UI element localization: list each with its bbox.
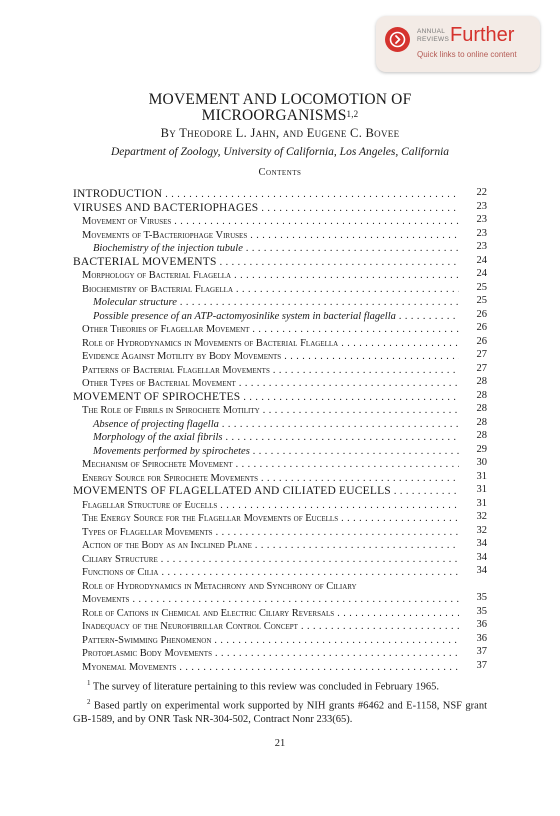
toc-entry-page: 24: [476, 268, 487, 279]
toc-entry-label: Evidence Against Motility by Body Movements: [82, 351, 282, 362]
toc-entry-label: Ciliary Structure: [82, 553, 158, 565]
footnote-2: [73, 695, 487, 728]
toc-entry-page: 35: [476, 605, 487, 617]
toc-entry[interactable]: [73, 335, 487, 349]
toc-entry-page: 25: [476, 295, 487, 306]
toc-entry[interactable]: [73, 659, 487, 673]
toc-entry-label: Energy Source for Spirochete Movements: [82, 472, 258, 484]
toc-entry-label: Morphology of the axial fibrils: [93, 432, 223, 443]
further-logo-icon: [385, 27, 410, 52]
further-badge[interactable]: [376, 16, 540, 72]
toc-entry[interactable]: [73, 429, 487, 443]
toc-entry[interactable]: [73, 227, 487, 241]
toc-entry-page: 27: [476, 362, 487, 374]
toc-entry[interactable]: [73, 632, 487, 646]
title-line-2: [0, 108, 560, 124]
toc-entry-page: 34: [476, 551, 487, 563]
toc-entry[interactable]: [73, 402, 487, 416]
toc-entry[interactable]: [73, 348, 487, 362]
toc-entry-label: VIRUSES AND BACTERIOPHAGES: [73, 201, 259, 214]
toc-entry[interactable]: [73, 321, 487, 335]
toc-entry[interactable]: [73, 470, 487, 484]
footnotes: [73, 676, 487, 727]
table-of-contents: [73, 186, 487, 672]
toc-entry[interactable]: [73, 200, 487, 214]
toc-entry[interactable]: [73, 308, 487, 322]
toc-entry[interactable]: [73, 537, 487, 551]
toc-entry[interactable]: [73, 578, 487, 592]
toc-entry-page: 34: [476, 538, 487, 549]
toc-entry-page: 32: [476, 524, 487, 536]
toc-entry-page: 37: [476, 659, 487, 671]
badge-reviews-text: REVIEWS: [417, 35, 450, 43]
toc-entry-label: Mechanism of Spirochete Movement: [82, 459, 233, 470]
toc-entry-page: 36: [476, 619, 487, 630]
toc-entry-label: Morphology of Bacterial Flagella: [82, 270, 232, 281]
toc-entry[interactable]: [73, 281, 487, 295]
contents-heading: Contents: [258, 167, 302, 178]
toc-entry-label: Types of Flagellar Movements: [82, 526, 213, 538]
toc-entry-page: 31: [476, 497, 487, 509]
toc-entry[interactable]: [73, 618, 487, 632]
toc-entry-page: 24: [476, 254, 487, 266]
toc-entry-page: 26: [476, 335, 487, 347]
toc-entry-page: 28: [476, 389, 487, 401]
toc-entry-label: Role of Cations in Chemical and Electric Ciliary Reversals: [82, 607, 335, 619]
toc-entry-page: 31: [476, 484, 487, 495]
toc-entry-page: 22: [476, 187, 487, 198]
title-line-1: MOVEMENT AND LOCOMOTION OF: [148, 91, 412, 108]
toc-entry-page: 25: [476, 281, 487, 293]
toc-entry[interactable]: [73, 254, 487, 268]
toc-entry-label: MOVEMENTS OF FLAGELLATED AND CILIATED EUCELLS: [73, 485, 391, 497]
toc-entry[interactable]: [73, 240, 487, 254]
toc-entry-label: Patterns of Bacterial Flagellar Movements: [82, 364, 270, 376]
toc-entry-label: Action of the Body as an Inclined Plane: [82, 540, 252, 551]
toc-entry-label: Functions of Cilia: [82, 567, 159, 578]
toc-entry[interactable]: [73, 443, 487, 457]
toc-entry-label: Movements performed by spirochetes: [93, 445, 250, 457]
toc-entry-label: Movement of Viruses: [82, 216, 172, 227]
badge-annual-text: ANNUAL: [417, 28, 446, 35]
toc-entry-label: INTRODUCTION: [73, 188, 163, 200]
toc-entry-label: MOVEMENT OF SPIROCHETES: [73, 390, 241, 403]
toc-entry[interactable]: [73, 591, 487, 605]
toc-entry-page: 28: [476, 416, 487, 428]
title-line-2-text: MICROORGANISMS: [201, 107, 347, 124]
toc-entry-label: Role of Hydrodynamics in Metachrony and Synchrony of Ciliary: [82, 580, 357, 592]
toc-entry-page: 32: [476, 511, 487, 522]
toc-entry-page: 23: [476, 200, 487, 212]
toc-entry-label: Other Types of Bacterial Movement: [82, 378, 236, 389]
toc-entry-label: Other Theories of Flagellar Movement: [82, 324, 250, 335]
toc-entry-page: 23: [476, 227, 487, 239]
toc-entry-page: 23: [476, 241, 487, 252]
toc-entry-page: 26: [476, 308, 487, 320]
toc-entry-page: 28: [476, 376, 487, 387]
toc-entry[interactable]: [73, 483, 487, 497]
toc-entry-label: Myonemal Movements: [82, 661, 177, 673]
page-number: 21: [274, 738, 286, 749]
toc-entry[interactable]: [73, 375, 487, 389]
toc-entry-label: Absence of projecting flagella: [93, 418, 219, 430]
badge-further-text: Further: [450, 24, 515, 46]
badge-quick-links-text: Quick links to online content: [417, 50, 517, 59]
toc-entry-page: 37: [476, 646, 487, 657]
toc-entry-page: 28: [476, 403, 487, 414]
toc-entry[interactable]: [73, 294, 487, 308]
toc-entry-label: BACTERIAL MOVEMENTS: [73, 255, 217, 268]
toc-entry[interactable]: [73, 213, 487, 227]
toc-entry[interactable]: [73, 524, 487, 538]
toc-entry-label: Molecular structure: [93, 297, 177, 308]
toc-entry[interactable]: [73, 510, 487, 524]
toc-entry-page: 31: [476, 470, 487, 482]
toc-leader: [73, 659, 459, 675]
toc-entry-label: The Energy Source for the Flagellar Movements of Eucells: [82, 513, 339, 524]
toc-entry[interactable]: [73, 389, 487, 403]
toc-entry-label: The Role of Fibrils in Spirochete Motility: [82, 405, 260, 416]
toc-entry-page: 29: [476, 443, 487, 455]
toc-entry[interactable]: [73, 456, 487, 470]
footnote-1-text: The survey of literature pertaining to this review was concluded in February 1965.: [90, 681, 440, 693]
badge-publisher: [417, 28, 450, 43]
toc-entry[interactable]: [73, 186, 487, 200]
toc-entry[interactable]: [73, 362, 487, 376]
toc-entry-page: 28: [476, 430, 487, 441]
toc-entry-page: 26: [476, 322, 487, 333]
footnote-1-mark: 1: [87, 679, 91, 687]
toc-entry-page: 34: [476, 565, 487, 576]
toc-entry-label: Protoplasmic Body Movements: [82, 648, 212, 659]
toc-entry-label: Inadequacy of the Neurofibrillar Control Concept: [82, 621, 298, 632]
toc-entry[interactable]: [73, 564, 487, 578]
toc-entry-label: Movements of T-Bacteriophage Viruses: [82, 229, 248, 241]
toc-entry[interactable]: [73, 267, 487, 281]
toc-entry-label: Biochemistry of Bacterial Flagella: [82, 283, 233, 295]
toc-entry-label: Role of Hydrodynamics in Movements of Bacterial Flagella: [82, 337, 339, 349]
toc-entry-page: 27: [476, 349, 487, 360]
toc-entry-label: Movements: [82, 594, 130, 605]
toc-entry-page: 35: [476, 592, 487, 603]
toc-entry-page: 36: [476, 632, 487, 644]
toc-entry[interactable]: [73, 497, 487, 511]
footnote-1: [73, 676, 487, 695]
toc-entry-label: Pattern-Swimming Phenomenon: [82, 634, 212, 646]
toc-entry-label: Possible presence of an ATP-actomyosinlike system in bacterial flagella: [93, 310, 396, 322]
toc-entry[interactable]: [73, 551, 487, 565]
footnote-2-text: Based partly on experimental work supported by NIH grants #6462 and E-1158, NSF grant GB-1589, and by ONR Task NR-304-502, Contract Nonr 233(65).: [73, 700, 487, 725]
authors: By Theodore L. Jahn, and Eugene C. Bovee: [160, 126, 400, 140]
toc-entry[interactable]: [73, 645, 487, 659]
department: Department of Zoology, University of California, Los Angeles, California: [110, 146, 450, 158]
title-footnote-marks: 1,2: [346, 109, 359, 119]
toc-entry[interactable]: [73, 605, 487, 619]
toc-entry-label: Biochemistry of the injection tubule: [93, 243, 243, 254]
footnote-2-mark: 2: [87, 697, 91, 706]
toc-entry-page: 30: [476, 457, 487, 468]
toc-entry-page: 23: [476, 214, 487, 225]
toc-entry-label: Flagellar Structure of Eucells: [82, 499, 218, 511]
toc-entry[interactable]: [73, 416, 487, 430]
